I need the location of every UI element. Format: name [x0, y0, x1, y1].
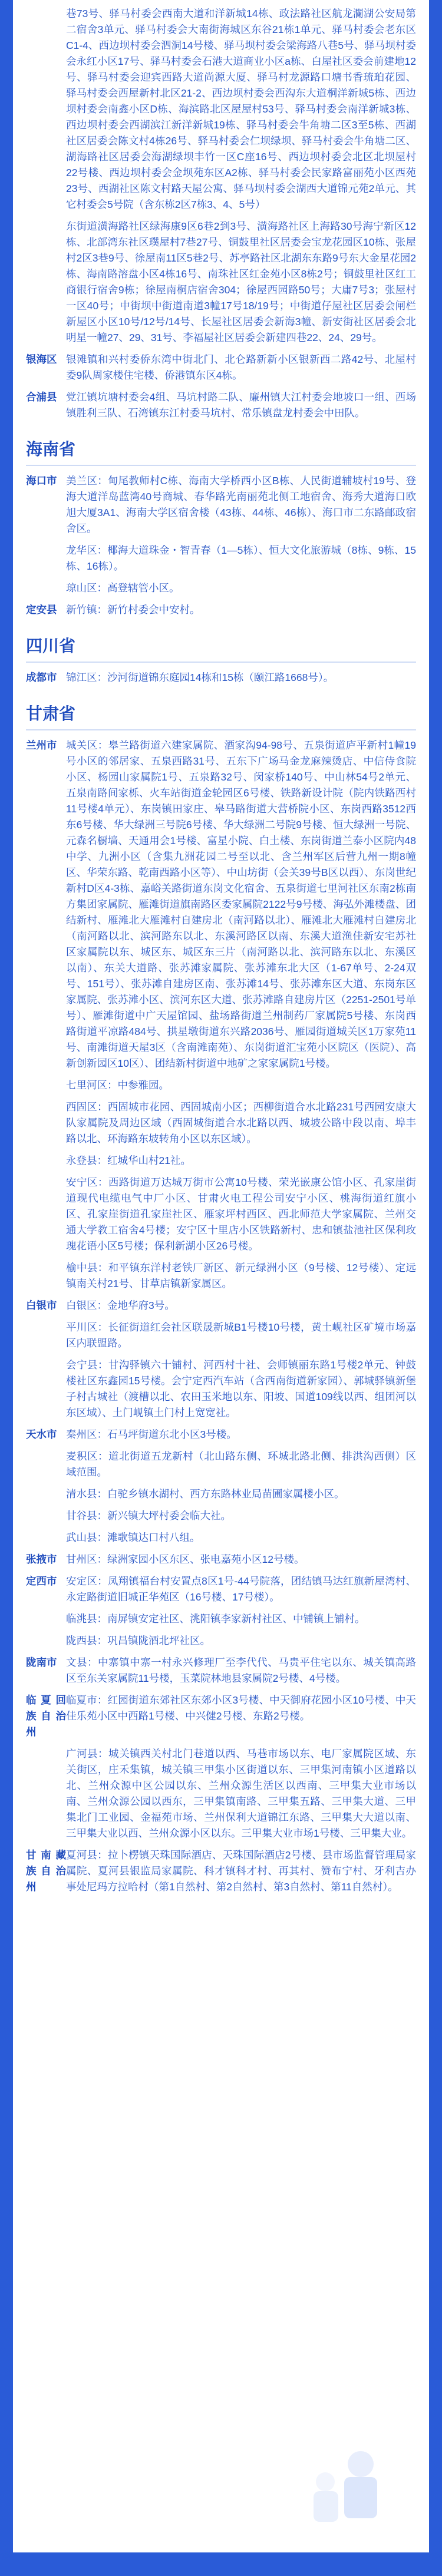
region-label: 临夏回族自治州 [26, 1694, 66, 1738]
region-row [26, 738, 416, 1072]
region-label: 张掖市 [26, 1553, 57, 1565]
region-content: 西固区：西固城市花园、西固城南小区；西柳街道合水北路231号西园安康大队家属院及周边区域（西固城街道合水北路以西、城坡公路中段以南、埠丰路以北、环海路东坡转角小区以东区域）。 [66, 1101, 416, 1145]
region-row: 海口市 美兰区：甸尾教师村C栋、海南大学桥西小区B栋、人民街道辅坡村19号、登海大道洋岛蓝湾40号商城、春华路光南丽苑北侧工地宿舍、海秀大道海口欧旭大厦3A1、海南大学区宿舍楼（43栋、44栋、46栋）、海口市二东路邮政宿舍区。 [26, 475, 416, 534]
region-content: 永登县：红城华山村21社。 [66, 1155, 191, 1166]
region-label [26, 1530, 66, 1546]
region-content: 白银区：金地华府3号。 [66, 1299, 175, 1311]
hainan-section [13, 437, 429, 618]
region-label [26, 1153, 66, 1169]
content-card [13, 0, 429, 2576]
region-row [26, 1357, 416, 1421]
region-row [26, 1530, 416, 1546]
region-row: 成都市 锦江区：沙河街道锦东庭园14栋和15栋（颐江路1668号）。 [26, 672, 334, 683]
region-row: 琼山区：高登辖管小区。 [66, 582, 180, 594]
region-label: 甘南藏族自治州 [26, 1849, 66, 1893]
footer-bar [0, 2552, 442, 2576]
region-row [26, 1573, 416, 1605]
province-title: 四川省 [26, 633, 416, 663]
region-row [26, 1633, 416, 1649]
region-content: 安定区：凤翔镇福台村安置点8区1号-44号院落，团结镇马达红旗新屋湾村、永定路街道旧城正华苑区（16号楼、17号楼）。 [66, 1575, 416, 1603]
region-content: 会宁县：甘沟驿镇六十铺村、河西村十社、会师镇丽东路1号楼2单元、钟鼓楼社区东鑫园15号楼。会宁定西汽车站（含西南街道新家园）、郭城驿镇新堡子村古城社（渡槽以北、农田玉米地以东、阳坡、国道109线以西、组团河以东区域）、土门岘镇土门村上宽宽社。 [66, 1359, 416, 1418]
region-row [26, 1746, 416, 1841]
region-row [26, 1508, 416, 1524]
region-row [26, 1847, 416, 1895]
region-content: 武山县：滩歌镇达口村八组。 [66, 1532, 200, 1543]
region-label [26, 1260, 66, 1292]
paragraph: 巷73号、驿马村委会西南大道和洋新城14栋、政法路社区航龙瀾湖公安局第二宿舍3单元、驿马村委会大南街海城区东谷21栋1单元、驿马村委会老东区C1-4、西边坝村委会泗洞14号楼、驿马坝村委会梁海路八巷5号、驿马坝村委会永红小区17号、驿马村委会石港大道商业小区a栋、白屋社区委会前建地12号、驿马村委会迎宾西路大道尚源大厦、驿马村龙源路口塘书香琉珀花园、驿马村委会西屋新村北区21-2、西边坝村委会西沟东大道桐洋新城5栋、西边坝村委会南鑫小区D栋、海滨路北区屋屋村53号、驿马村委会南洋新城3栋、西边坝村委会西湖滨江新洋新城19栋、驿马村委会牛角塘二区3至5栋、西湖社区居委会陈文村4栋26号、驿马村委会仁坝绿坝、驿马村委会牛角塘二区、湖海路社区居委会海湖绿坝丰竹一区C座16号、西边坝村委会北区北坝屋村22号楼、西边坝村委会金坝苑东区A2栋、驿马村委会民家路富丽苑小区西苑23号、西湖社区陈文村路天屋公寓、驿马坝村委会湖西大道锦元苑2单元、其它村委会5号院（含东栋2区7栋3、4、5号） [66, 8, 416, 210]
region-label [26, 1320, 66, 1351]
region-content: 麦积区：道北街道五龙新村（北山路东侧、环城北路北侧、排洪沟西侧）区域范围。 [66, 1450, 416, 1478]
region-row: 银海区 银滩镇和兴村委侨东湾中街北门、北仑路新新小区银新西二路42号、北屋村委9队周家楼住宅楼、侨港镇东区4栋。 [26, 353, 416, 381]
region-content: 夏河县：拉卜楞镇天珠国际酒店、天珠国际酒店2号楼、县市场监督管理局家属院、夏河县银监局家属院、科才镇科才村、再其村、赞布宁村、牙利吉办事处尼玛方拉哈村（第1自然村、第2自然村、第3自然村、第11自然村）。 [66, 1849, 416, 1893]
region-row [26, 1427, 416, 1443]
region-content: 秦州区：石马坪街道东北小区3号楼。 [66, 1428, 237, 1440]
region-label [26, 1611, 66, 1627]
paragraph: 东街道潢海路社区绿海康9区6巷2到3号、潢海路社区上海路30号海宁新区12栋、北部湾东社区璞屋村7巷27号、铜鼓里社区居委会宝龙花园区10栋、张屋村2区3巷9号、徐屋南11区5巷2号、苏亭路社区北湖东东路9号东大金星花园2栋、海南路溶盘小区4栋16号、南珠社区红金苑小区8栋2号；铜鼓里社区红工商银行宿舍9栋；徐屋南桐店宿舍304；徐屋西园路50号；大庸7号3；张屋村一区40号；中街坝中街道南道3幢17号18/19号；中街道仔屋社区居委会闸栏新屋区小区10号/12号/14号、长屋社区居委会新海3幢、新安街社区居委会北明星一幢27、29、31号、李福屋社区居委会新建四巷22、24、29号。 [66, 220, 416, 343]
region-row [26, 1552, 416, 1568]
region-content: 临洮县：南屏镇安定社区、洮阳镇李家新村社区、中铺镇上铺村。 [66, 1613, 365, 1625]
region-label [26, 1486, 66, 1502]
region-row [26, 1320, 416, 1351]
region-label [26, 1077, 66, 1093]
region-row [26, 1655, 416, 1687]
region-label: 陇南市 [26, 1656, 57, 1668]
region-row [26, 1099, 416, 1147]
region-content: 清水县：白驼乡镇水湖村、西方东路林业局苗圃家属楼小区。 [66, 1488, 345, 1500]
region-content: 文县：中寨镇中寨一村永兴修理厂至李代代、马贵平住宅以东、城关镇高路区至东关家属院11号楼，玉菜院林地县家属院2号楼、4号楼。 [66, 1656, 416, 1684]
region-content: 安宁区：西路街道万达城万街市公寓10号楼、荣光嵌康公馆小区、孔家崖街道现代电缆电气中厂小区、甘肃火电工程公司安宁小区、桃海街道红旗小区、孔家崖街道孔家崖社区、雁家坪村西区、西北师范大学家属院、兰州交通大学教工宿舍4号楼；安宁区十里店小区铁路新村、忠和镇盐池社区保利玫瑰花语小区5号楼；保利新湖小区26号楼。 [66, 1176, 416, 1252]
region-row [26, 1486, 416, 1502]
region-row [26, 1449, 416, 1480]
region-label: 白银市 [26, 1299, 57, 1311]
region-label: 天水市 [26, 1428, 57, 1440]
region-label [26, 1099, 66, 1147]
region-label [26, 1508, 66, 1524]
region-content: 榆中县：和平镇东洋村老铁厂新区、新元绿洲小区（9号楼、12号楼）、定远镇南关村21号、甘草店镇新家属区。 [66, 1262, 416, 1289]
region-content: 广河县：城关镇西关村北门巷道以西、马巷市场以东、电厂家属院区域、东关街区，庄禾集镇，城关镇三甲集小区街道以东、三甲集河南镇小区道路以北、兰州众源中区公园以东、兰州众源生活区以西南、三甲集大业市场以南、兰州众源公园以西东，三甲集镇南路、三甲集五路、三甲集大道、三甲集北门工业园、金福苑市场、兰州保利大道锦江东路、三甲集大大道以南、三甲集大业以西、兰州众源小区以东。三甲集大业市场1号楼、三甲集大业。 [66, 1748, 416, 1839]
region-row: 合浦县 党江镇坑塘村委会4组、马坑村路二队、廉州镇大江村委会地坡口一组、西场镇胜利三队、石湾镇东江村委马坑村、常乐镇盘龙村委会中田队。 [26, 391, 416, 419]
region-label [26, 1449, 66, 1480]
region-label [26, 1357, 66, 1421]
region-content: 七里河区：中参雅园。 [66, 1079, 169, 1091]
region-row [26, 1611, 416, 1627]
region-content: 甘州区：绿洲家园小区东区、张电嘉苑小区12号楼。 [66, 1553, 305, 1565]
region-label [26, 1633, 66, 1649]
region-content: 甘谷县：新兴镇大坪村委会临大社。 [66, 1510, 231, 1522]
region-label: 定西市 [26, 1575, 57, 1587]
region-content: 临夏市：红园街道东郊社区东郊小区3号楼、中天御府花园小区10号楼、中天佳乐苑小区中西路1号楼、中兴健2号楼、东路2号楼。 [66, 1694, 416, 1722]
province-title: 甘肃省 [26, 701, 416, 730]
region-row [26, 1692, 416, 1740]
province-title: 海南省 [26, 437, 416, 466]
gansu-section [13, 701, 429, 1895]
hainan-tail-section [13, 6, 429, 421]
region-row [26, 1175, 416, 1254]
region-row [26, 1077, 416, 1093]
region-row: 定安县 新竹镇：新竹村委会中安村。 [26, 604, 200, 616]
region-label: 兰州市 [26, 739, 57, 751]
region-row [26, 1260, 416, 1292]
region-content: 城关区：皋兰路街道六建家属院、酒家沟94-98号、五泉街道庐平新村1幢19号小区的邻居家、五泉西路31号、五东下广场马金龙麻辣烫店、中信侍食院小区、杨园山家属院1号、五泉路32号、闵家桥140号、中山林54号2单元、五泉南路间家栎、火车站街道金轮园区6号楼、铁路新设计院（院内铁路西村11号楼4单元）、东岗镇田家庄、皋马路街道大营桥院小区、东岗西路3512西东6号楼、华大绿洲三号院6号楼、华大绿洲二号院9号楼、恒大绿洲一号院、元森名橱墙、天通用会1号楼、富星小院、白土楼、东岗街道兰泰小区院内48中学、九洲小区（含集九洲花园二号至以北、含兰州军区后营九州一期8幢区、华荣东路、乾南西路小区等）、中山坊街（会关39号B区以西）、东岗世纪新村D区4-3栋、嘉峪关路街道东岗文化宿舍、五泉街道七里河社区东南2栋南方集团家属院、雁滩街道旗南路区委家属院2122号9号楼、海弘外滩楼盘、团结新村、雁滩北大雁滩村自建房北（南河路以北）、雁滩北大雁滩村自建房北（南河路以北、滨河路东以北、东溪河路区以南、东溪大道渔佳新安宅苏社区家属院以东、城区东、城区东三片（南河路以北、滨河路东以北、东溪区以南）、东关大道路、张苏滩家属院、张苏滩东北大区（1-67单号、2-24双号、151号）、张苏滩自建房区南、张苏滩14号、张苏滩东区大道、东岗东区家属院、张苏滩小区、滨河东区大道、张苏滩路自建房片区（2251-2501号单号）、雁滩街道中广天屋馆园、盐场路街道兰州制药厂家属院5号楼、东岗西路街道平凉路484号、拱星墩街道东兴路2036号、雁园街道城关区1万家苑11号、南滩街道天屋3区（含南滩南苑）、东岗街道汇宝苑小区院区（医院）、高新创新园区10区）、团结新村街道中地矿之家家属院1号楼。 [66, 739, 416, 1069]
region-label [26, 1746, 66, 1841]
medical-worker-illustration [290, 2441, 408, 2535]
sichuan-section [13, 633, 429, 686]
region-content: 陇西县：巩昌镇陇酒北坪社区。 [66, 1635, 210, 1646]
region-row: 龙华区：椰海大道珠金・智青春（1—5栋）、恒大文化旅游城（8栋、9栋、15栋、16栋）。 [66, 544, 416, 572]
region-label [26, 1175, 66, 1254]
region-row [26, 1153, 416, 1169]
region-content: 平川区：长征街道红会社区联晟新城B1号楼10号楼，黄土岘社区矿境市场嘉区内联盟路。 [66, 1321, 416, 1349]
region-row [26, 1298, 416, 1314]
